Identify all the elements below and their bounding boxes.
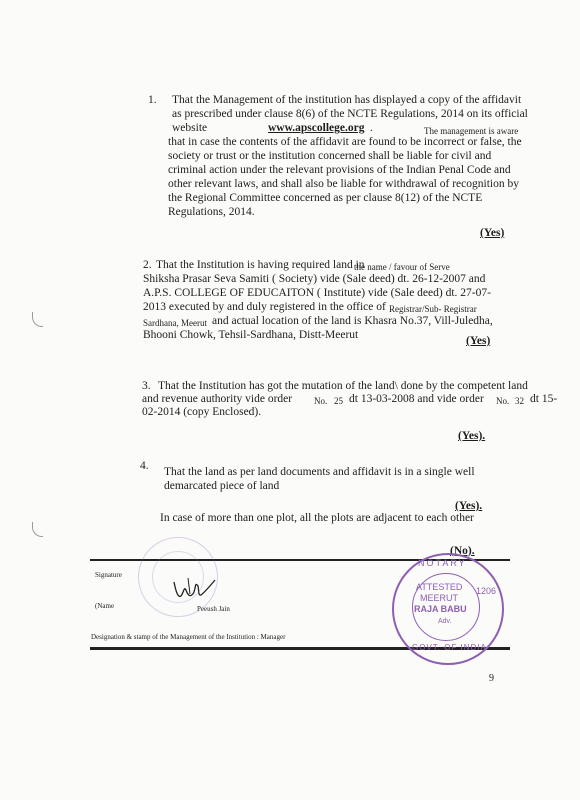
item-1-line: as prescribed under clause 8(6) of the NCTE Regulations, 2014 on its official: [172, 108, 528, 120]
item-4-number: 4.: [140, 460, 149, 472]
item-2-line: Registrar/Sub- Registrar: [389, 304, 477, 314]
item-1-line: that in case the contents of the affidavit are found to be incorrect or false, the: [168, 136, 522, 148]
item-4-line: That the land as per land documents and affidavit is in a single well: [164, 466, 475, 478]
item-2-line: 2013 executed by and duly registered in the office of: [143, 301, 386, 313]
item-4-extra: In case of more than one plot, all the plots are adjacent to each other: [160, 512, 474, 524]
item-3-line: That the Institution has got the mutation of the land\ done by the competent land: [158, 380, 528, 392]
stamp-top-text: NOTARY: [418, 558, 467, 568]
item-4-extra-answer: (No).: [450, 545, 475, 557]
item-3-line: dt 13-03-2008 and vide order: [349, 393, 484, 405]
item-2-number: 2.: [143, 259, 152, 271]
item-1-line: society or trust or the institution concerned shall be liable for civil and: [168, 150, 492, 162]
item-1-line: website: [172, 122, 208, 134]
item-1-dot: .: [370, 122, 373, 134]
notary-stamp: [392, 553, 504, 665]
name-value: Peeush Jain: [197, 605, 230, 613]
item-4-line: demarcated piece of land: [164, 480, 280, 492]
item-3-line: dt 15-: [530, 393, 558, 405]
item-2-line: A.P.S. COLLEGE OF EDUCAITON ( Institute) vide (Sale deed) dt. 27-07-: [143, 287, 491, 299]
item-3-order-num: 25: [334, 396, 343, 406]
item-3-line: and revenue authority vide order: [142, 393, 293, 405]
item-2-line: That the Institution is having required land in: [156, 259, 365, 271]
item-1-line: other relevant laws, and shall also be liable for withdrawal of recognition by: [168, 178, 519, 190]
item-2-line: Sardhana, Meerut: [143, 318, 207, 328]
item-1-line: criminal action under the relevant provisions of the Indian Penal Code and: [168, 164, 511, 176]
name-label: (Name: [95, 602, 115, 610]
item-1-line: the Regional Committee concerned as per clause 8(12) of the NCTE: [168, 192, 483, 204]
item-2-line: Bhooni Chowk, Tehsil-Sardhana, Distt-Meerut: [143, 329, 359, 341]
item-1-line: Regulations, 2014.: [168, 206, 255, 218]
stamp-inner-line: MEERUT: [420, 593, 458, 603]
stamp-number: 1206: [476, 586, 497, 596]
item-1-line: That the Management of the institution has displayed a copy of the affidavit: [172, 94, 522, 106]
aware-note: The management is aware: [424, 126, 519, 136]
item-3-answer: (Yes).: [458, 430, 486, 442]
item-1-answer: (Yes): [480, 227, 505, 239]
stamp-inner-line: Adv.: [438, 618, 452, 625]
item-3-order-no: No.: [314, 396, 328, 406]
item-3-line: 02-2014 (copy Enclosed).: [142, 406, 262, 418]
item-2-line: Shiksha Prasar Seva Samiti ( Society) vide (Sale deed) dt. 26-12-2007 and: [143, 273, 486, 285]
page-number: 9: [489, 673, 494, 684]
item-2-line: and actual location of the land is Khasra No.37, Vill-Juledha,: [212, 315, 493, 327]
stamp-bottom-text: GOVT. OF INDIA: [412, 643, 487, 652]
item-3-number: 3.: [142, 380, 151, 392]
item-2-line: the name / favour of Serve: [354, 262, 450, 272]
item-2-answer: (Yes): [466, 335, 491, 347]
signature-label: Signature: [95, 571, 122, 579]
website-link[interactable]: www.apscollege.org: [268, 122, 365, 134]
faint-stamp-inner-icon: [152, 551, 204, 603]
item-1-number: 1.: [148, 94, 157, 106]
item-3-order-num: 32: [515, 396, 524, 406]
stamp-inner-line: RAJA BABU: [414, 604, 467, 614]
stamp-inner-line: ATTESTED: [416, 582, 463, 592]
item-4-answer: (Yes).: [455, 500, 483, 512]
item-3-order-no: No.: [496, 396, 510, 406]
binding-mark-icon: [32, 312, 43, 327]
binding-mark-icon: [32, 522, 43, 537]
designation-label: Designation & stamp of the Management of the Institution : Manager: [91, 633, 286, 641]
